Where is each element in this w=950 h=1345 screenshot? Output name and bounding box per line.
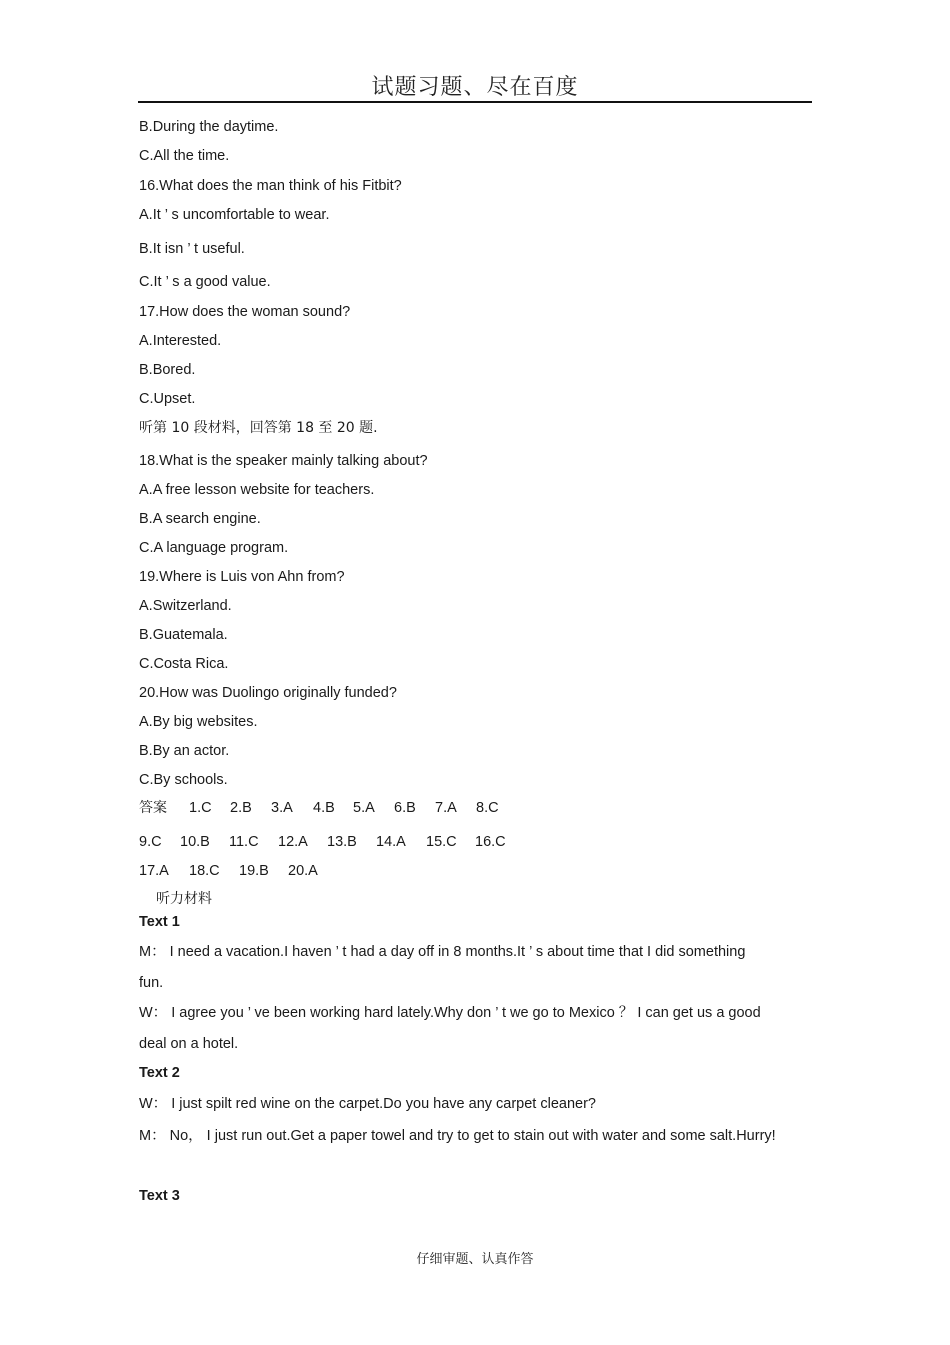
- dialogue-line: M： I need a vacation.I haven ’ t had a day off in 8 months.It ’ s about time that I did something: [139, 944, 746, 960]
- header-divider: [138, 101, 812, 103]
- dialogue-line: fun.: [139, 975, 164, 991]
- option-line: B.By an actor.: [139, 743, 230, 759]
- answer-label: 答案: [139, 800, 167, 816]
- answer-item: 2.B: [230, 800, 252, 816]
- dialogue-line: W： I agree you ’ ve been working hard lately.Why don ’ t we go to Mexico ？ I can get us a good: [139, 1005, 761, 1021]
- option-line: A.Switzerland.: [139, 598, 232, 614]
- question-line: 16.What does the man think of his Fitbit?: [139, 178, 402, 194]
- answer-item: 18.C: [189, 863, 220, 879]
- answer-item: 6.B: [394, 800, 416, 816]
- option-line: C.A language program.: [139, 540, 289, 556]
- answer-item: 11.C: [229, 834, 259, 850]
- answer-item: 4.B: [313, 800, 335, 816]
- answer-row-3: [139, 862, 318, 880]
- answer-row-2: [139, 833, 506, 851]
- option-line: A.A free lesson website for teachers.: [139, 482, 375, 498]
- option-line: A.It ’ s uncomfortable to wear.: [139, 207, 330, 223]
- answer-item: 1.C: [189, 800, 212, 816]
- option-line: B.A search engine.: [139, 511, 261, 527]
- page-header-title: 试题习题、尽在百度: [371, 75, 579, 100]
- option-line: B.During the daytime.: [139, 119, 279, 135]
- answer-item: 5.A: [353, 800, 375, 816]
- question-line: 17.How does the woman sound?: [139, 304, 351, 320]
- dialogue-line: deal on a hotel.: [139, 1036, 239, 1052]
- answer-item: 10.B: [180, 834, 210, 850]
- dialogue-line: M： No， I just run out.Get a paper towel and try to get to stain out with water and some salt.Hurry!: [139, 1128, 776, 1144]
- answer-item: 14.A: [376, 834, 406, 850]
- text-3-title: Text 3: [139, 1188, 180, 1204]
- answer-item: 3.A: [271, 800, 293, 816]
- answer-item: 12.A: [278, 834, 308, 850]
- answer-item: 13.B: [327, 834, 357, 850]
- text-1-title: Text 1: [139, 914, 180, 930]
- answer-item: 8.C: [476, 800, 499, 816]
- answer-item: 17.A: [139, 863, 169, 879]
- answer-item: 9.C: [139, 834, 162, 850]
- question-line: 20.How was Duolingo originally funded?: [139, 685, 397, 701]
- answer-item: 20.A: [288, 863, 318, 879]
- listening-heading: 听力材料: [156, 891, 212, 907]
- option-line: C.All the time.: [139, 148, 230, 164]
- option-line: B.Bored.: [139, 362, 196, 378]
- question-line: 18.What is the speaker mainly talking about?: [139, 453, 428, 469]
- option-line: B.Guatemala.: [139, 627, 228, 643]
- option-line: C.Upset.: [139, 391, 196, 407]
- option-line: A.Interested.: [139, 333, 222, 349]
- dialogue-line: W： I just spilt red wine on the carpet.Do you have any carpet cleaner?: [139, 1096, 596, 1112]
- section-instruction: 听第 10 段材料，回答第 18 至 20 题.: [139, 420, 378, 436]
- option-line: C.By schools.: [139, 772, 228, 788]
- answer-item: 7.A: [435, 800, 457, 816]
- text-2-title: Text 2: [139, 1065, 180, 1081]
- answer-row-1: [139, 799, 499, 817]
- option-line: C.Costa Rica.: [139, 656, 229, 672]
- answer-item: 16.C: [475, 834, 506, 850]
- answer-item: 19.B: [239, 863, 269, 879]
- question-line: 19.Where is Luis von Ahn from?: [139, 569, 345, 585]
- option-line: B.It isn ’ t useful.: [139, 241, 245, 257]
- option-line: A.By big websites.: [139, 714, 258, 730]
- page-footer: 仔细审题、认真作答: [416, 1252, 534, 1267]
- option-line: C.It ’ s a good value.: [139, 274, 271, 290]
- answer-item: 15.C: [426, 834, 457, 850]
